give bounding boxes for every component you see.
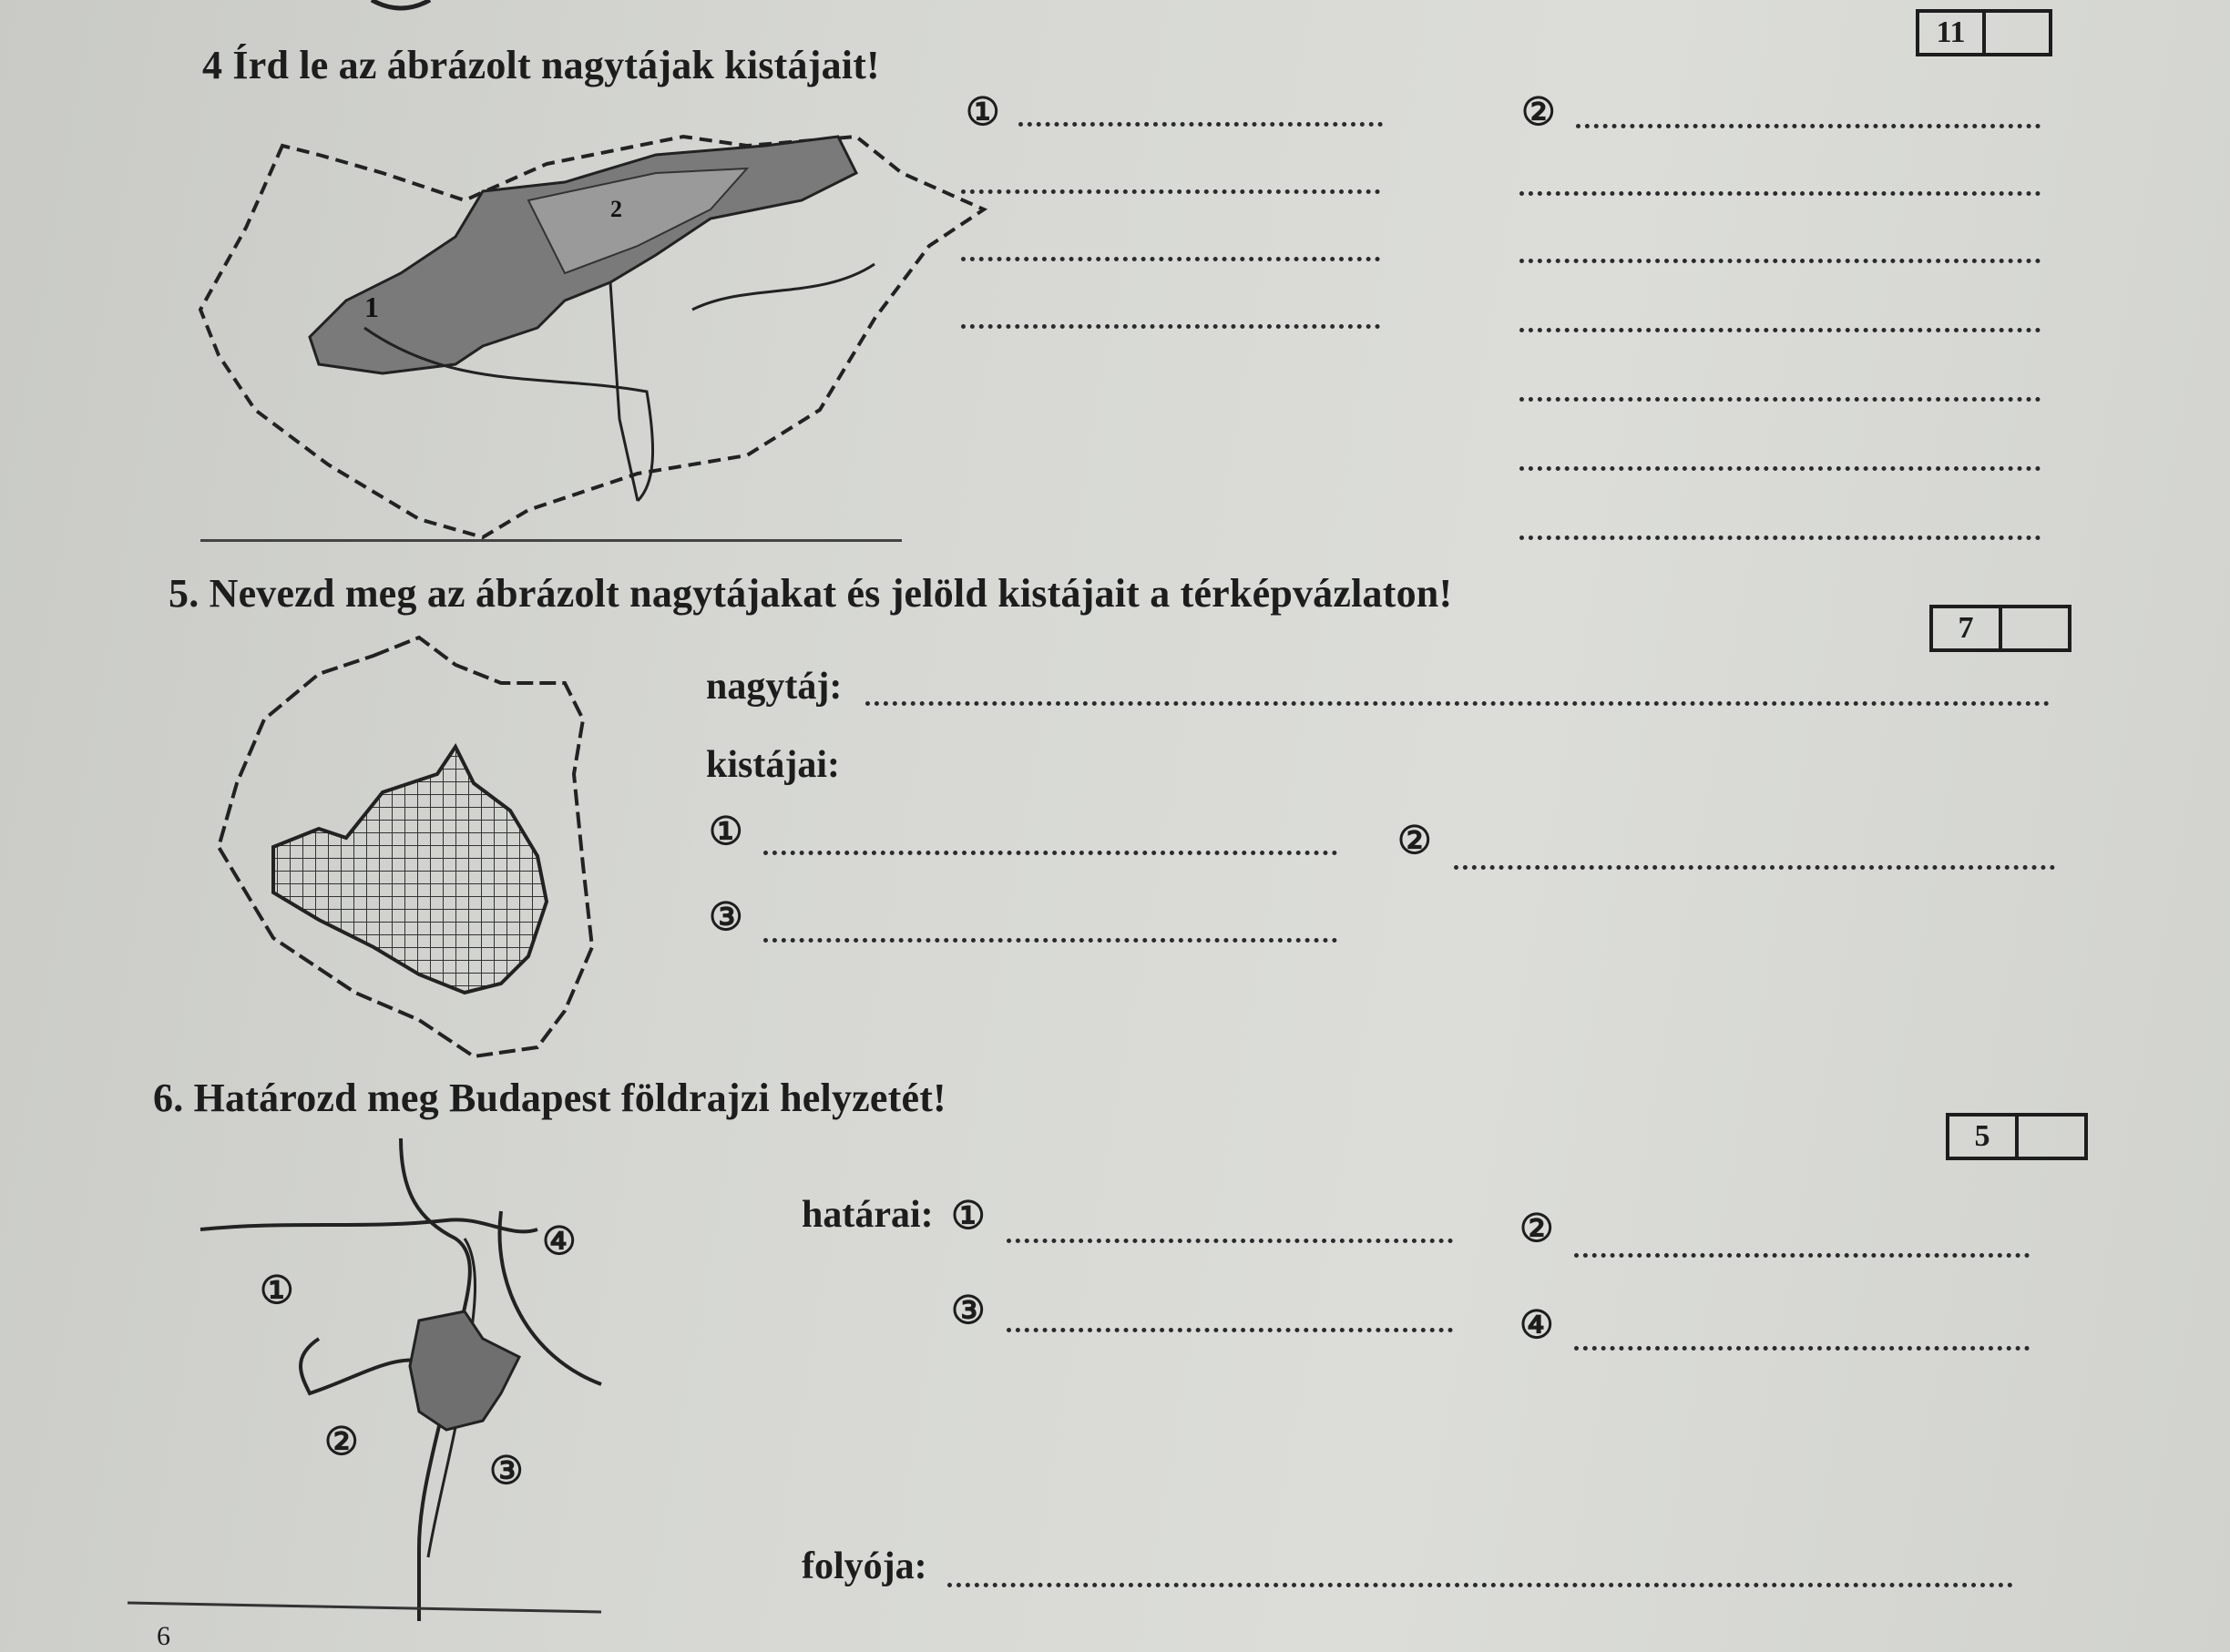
- task4-line-2f[interactable]: [1519, 466, 2041, 471]
- task6-heading: 6. Határozd meg Budapest földrajzi helyzetét!: [153, 1076, 946, 1120]
- task5-marker-1: ①: [709, 811, 743, 853]
- page-number: 6: [157, 1621, 170, 1651]
- task6-score-blank[interactable]: [2019, 1117, 2084, 1157]
- nagytaj-label: nagytáj:: [706, 666, 843, 708]
- task6-map-marker-2: ②: [324, 1422, 359, 1463]
- task5-marker-2: ②: [1397, 821, 1432, 862]
- task4-map-baseline: [200, 539, 902, 542]
- task4-line-2c[interactable]: [1519, 259, 2041, 263]
- task4-score-blank[interactable]: [1986, 13, 2049, 53]
- task4-line-2e[interactable]: [1519, 397, 2041, 402]
- task4-line-1b[interactable]: [961, 189, 1380, 194]
- task5-score-box: [1929, 605, 2071, 652]
- task4-line-1d[interactable]: [961, 324, 1380, 329]
- task6-map-marker-4: ④: [542, 1221, 577, 1263]
- task4-map-label-2: 2: [610, 196, 622, 222]
- task5-marker-3: ③: [709, 897, 743, 939]
- task4-line-2g[interactable]: [1519, 535, 2041, 540]
- task4-answer-1[interactable]: [1018, 122, 1383, 127]
- task6-answer-4[interactable]: [1574, 1346, 2030, 1351]
- task6-marker-1: ①: [951, 1196, 986, 1238]
- task6-map-marker-3: ③: [489, 1451, 524, 1493]
- task6-answer-3[interactable]: [1007, 1328, 1453, 1332]
- task5-answer-1[interactable]: [763, 851, 1337, 855]
- task4-line-1c[interactable]: [961, 257, 1380, 261]
- task5-heading: 5. Nevezd meg az ábrázolt nagytájakat és jelöld kistájait a térképvázlaton!: [169, 571, 1453, 616]
- task4-hungary-map: [182, 118, 911, 537]
- folyoja-answer[interactable]: [947, 1583, 2013, 1587]
- task4-marker-2: ②: [1521, 92, 1556, 134]
- task4-map-label-1: 1: [364, 291, 379, 323]
- task4-heading: 4 Írd le az ábrázolt nagytájak kistájait!: [202, 43, 880, 87]
- task4-marker-1: ①: [966, 92, 1000, 134]
- task5-hungary-map: [200, 628, 619, 1066]
- task5-answer-3[interactable]: [763, 938, 1337, 943]
- task4-answer-2[interactable]: [1576, 124, 2041, 128]
- nagytaj-answer[interactable]: [865, 701, 2050, 706]
- task6-score-box: [1946, 1113, 2088, 1160]
- hatarai-label: határai:: [802, 1194, 934, 1236]
- task5-score-blank[interactable]: [2002, 608, 2068, 648]
- cut-off-marker: [0, 0, 2230, 18]
- task6-budapest-map: [182, 1138, 692, 1621]
- task6-map-marker-1: ①: [260, 1270, 294, 1312]
- task5-answer-2[interactable]: [1454, 865, 2055, 870]
- folyoja-label: folyója:: [802, 1545, 927, 1587]
- task6-marker-2: ②: [1519, 1208, 1554, 1250]
- task6-marker-4: ④: [1519, 1305, 1554, 1347]
- task6-answer-1[interactable]: [1007, 1239, 1453, 1243]
- task6-answer-2[interactable]: [1574, 1253, 2030, 1258]
- task4-line-2d[interactable]: [1519, 328, 2041, 332]
- task4-score-box: [1916, 9, 2052, 56]
- task5-score-points: 7: [1933, 608, 2002, 648]
- task4-line-2b[interactable]: [1519, 191, 2041, 196]
- task4-score-points: 11: [1919, 13, 1986, 53]
- task6-score-points: 5: [1949, 1117, 2019, 1157]
- kistajai-label: kistájai:: [706, 744, 840, 786]
- task6-marker-3: ③: [951, 1290, 986, 1332]
